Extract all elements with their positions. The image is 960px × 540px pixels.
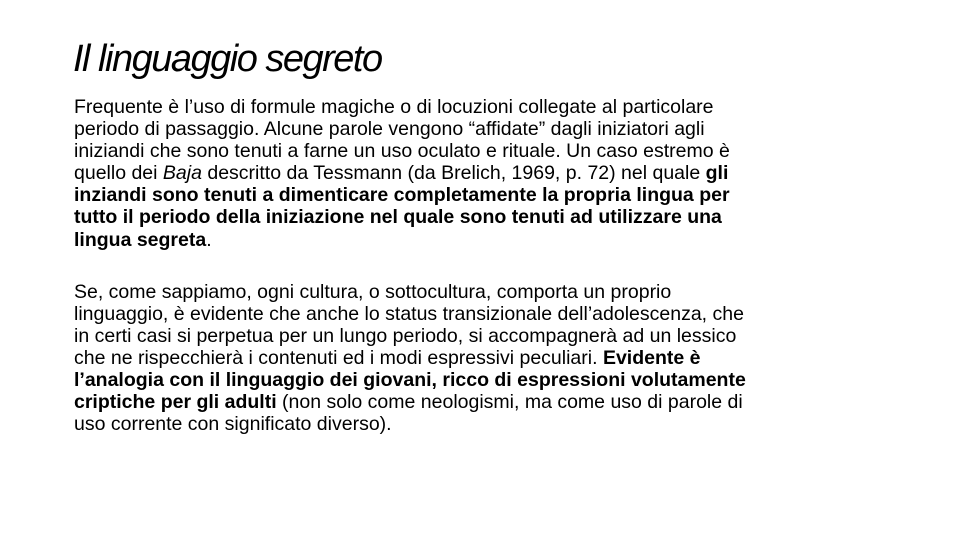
bold-text-run: lingua segreta — [74, 228, 207, 251]
bold-text-line: inziandi sono tenuti a dimenticare completamente la propria lingua per — [74, 184, 730, 207]
bold-text-run: gli — [705, 162, 729, 185]
text-line: Se, come sappiamo, ogni cultura, o sottocultura, comporta un proprio — [74, 280, 672, 303]
paragraph-initiation-language — [74, 96, 889, 251]
slide-body — [74, 96, 889, 435]
bold-text-line: tutto il periodo della iniziazione nel quale sono tenuti ad utilizzare una — [74, 206, 722, 229]
text-line: linguaggio, è evidente che anche lo status transizionale dell’adolescenza, che — [74, 302, 744, 325]
paragraph-youth-language — [74, 281, 889, 436]
text-line: in certi casi si perpetua per un lungo periodo, si accompagnerà ad un lessico — [74, 324, 737, 347]
text-run: che ne rispecchierà i contenuti ed i modi espressivi peculiari. — [74, 346, 603, 369]
text-line: iniziandi che sono tenuti a farne un uso oculato e rituale. Un caso estremo è — [74, 140, 730, 163]
text-line — [74, 162, 889, 184]
text-run: . — [206, 228, 212, 251]
bold-text-line: l’analogia con il linguaggio dei giovani, ricco di espressioni volutamente — [74, 369, 746, 392]
text-line — [74, 347, 889, 369]
italic-term-baja: Baja — [162, 162, 202, 185]
slide-title: Il linguaggio segreto — [73, 38, 382, 80]
text-line — [74, 391, 889, 413]
bold-text-run: Evidente è — [602, 346, 701, 369]
text-run: descritto da Tessmann (da Brelich, 1969, p. 72) nel quale — [201, 162, 706, 185]
text-line: uso corrente con significato diverso). — [74, 413, 392, 436]
text-run: (non solo come neologismi, ma come uso di parole di — [276, 391, 743, 414]
text-line: periodo di passaggio. Alcune parole vengono “affidate” dagli iniziatori agli — [74, 118, 705, 141]
text-line: Frequente è l’uso di formule magiche o di locuzioni collegate al particolare — [74, 96, 714, 118]
text-line — [74, 229, 889, 251]
bold-text-run: criptiche per gli adulti — [74, 391, 277, 414]
text-run: quello dei — [74, 162, 163, 185]
